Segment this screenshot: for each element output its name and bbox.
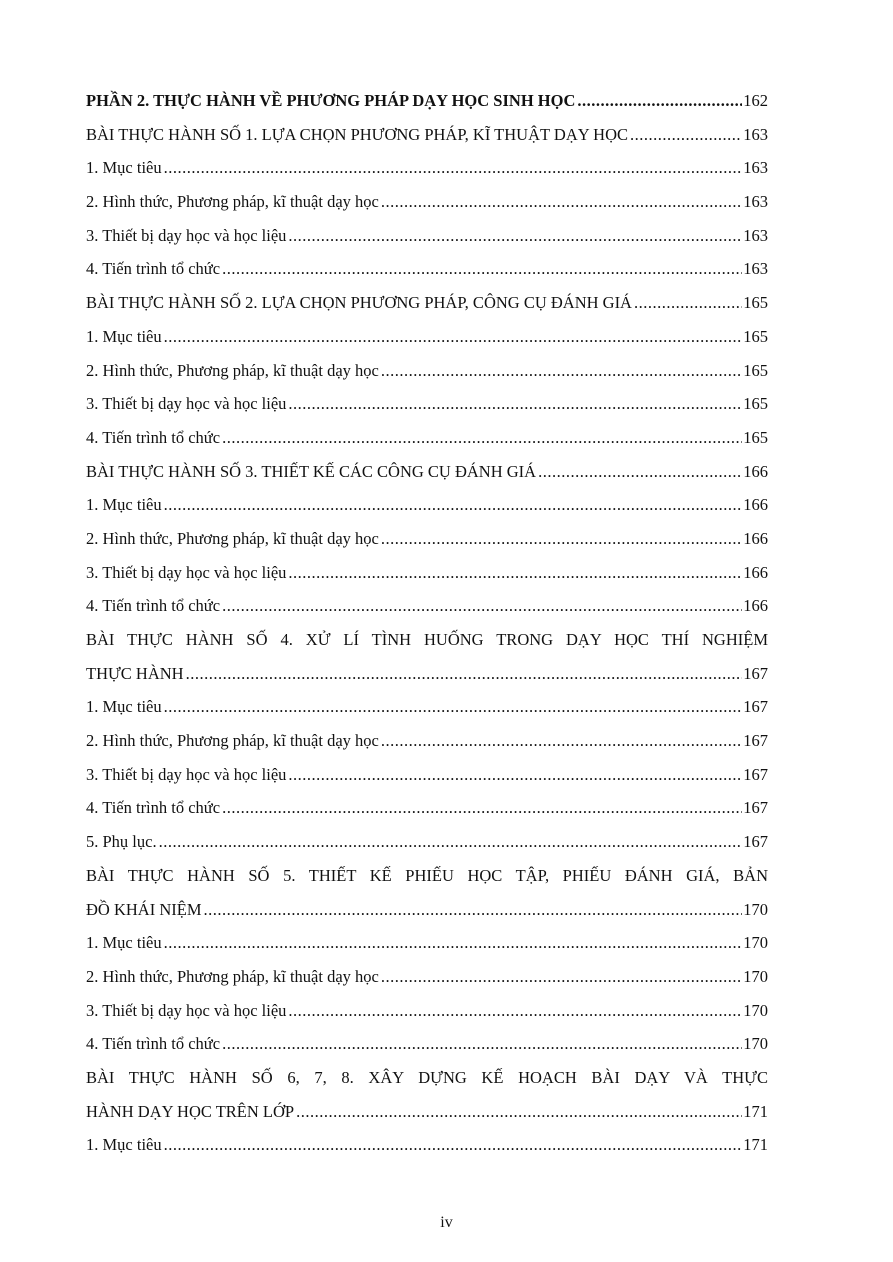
toc-entry-title: PHẦN 2. THỰC HÀNH VỀ PHƯƠNG PHÁP DẠY HỌC SINH HỌC — [86, 91, 576, 110]
toc-leader-dots — [634, 286, 742, 320]
toc-entry-page: 165 — [743, 394, 768, 414]
toc-entry-title: 3. Thiết bị dạy học và học liệu — [86, 1000, 287, 1020]
toc-leader-dots — [288, 556, 742, 590]
toc-entry[interactable] — [86, 252, 768, 286]
toc-entry-page: 165 — [743, 293, 768, 313]
toc-leader-dots — [288, 758, 742, 792]
toc-entry-page: 167 — [743, 663, 768, 683]
toc-leader-dots — [222, 589, 742, 623]
toc-entry-page: 167 — [743, 731, 768, 751]
toc-entry-page: 167 — [743, 798, 768, 818]
toc-entry-part-2[interactable] — [86, 84, 768, 118]
toc-leader-dots — [288, 994, 742, 1028]
toc-leader-dots — [222, 421, 742, 455]
toc-entry[interactable] — [86, 791, 768, 825]
toc-leader-dots — [381, 522, 742, 556]
toc-leader-dots — [164, 1128, 743, 1162]
toc-entry[interactable] — [86, 1128, 768, 1162]
toc-entry-title: 4. Tiến trình tổ chức — [86, 798, 221, 818]
toc-entry-page: 167 — [743, 832, 768, 852]
toc-entry-title: BÀI THỰC HÀNH SỐ 4. XỬ LÍ TÌNH HUỐNG TRONG DẠY HỌC THÍ NGHIỆM — [86, 630, 768, 649]
toc-entry-title: 2. Hình thức, Phương pháp, kĩ thuật dạy học — [86, 192, 379, 212]
toc-entry[interactable] — [86, 185, 768, 219]
toc-entry-title: 3. Thiết bị dạy học và học liệu — [86, 562, 287, 582]
toc-entry-page: 166 — [743, 596, 768, 616]
toc-leader-dots — [381, 185, 742, 219]
toc-entry-page: 171 — [743, 1135, 768, 1155]
toc-entry[interactable] — [86, 219, 768, 253]
toc-entry-title: THỰC HÀNH — [86, 663, 184, 683]
toc-leader-dots — [164, 488, 743, 522]
toc-entry-page: 171 — [743, 1101, 768, 1121]
toc-entry[interactable] — [86, 354, 768, 388]
toc-entry-title: 2. Hình thức, Phương pháp, kĩ thuật dạy học — [86, 966, 379, 986]
toc-entry-title: BÀI THỰC HÀNH SỐ 2. LỰA CHỌN PHƯƠNG PHÁP, CÔNG CỤ ĐÁNH GIÁ — [86, 293, 632, 313]
toc-entry-page: 163 — [743, 225, 768, 245]
toc-entry[interactable] — [86, 387, 768, 421]
toc-entry[interactable] — [86, 556, 768, 590]
toc-entry-title: 1. Mục tiêu — [86, 495, 162, 515]
toc-entry-lesson-3[interactable] — [86, 455, 768, 489]
toc-entry-title: BÀI THỰC HÀNH SỐ 3. THIẾT KẾ CÁC CÔNG CỤ ĐÁNH GIÁ — [86, 461, 537, 481]
toc-leader-dots — [164, 690, 743, 724]
toc-entry-lesson-4[interactable] — [86, 657, 768, 691]
toc-leader-dots — [159, 825, 743, 859]
toc-entry[interactable] — [86, 690, 768, 724]
toc-leader-dots — [630, 118, 742, 152]
toc-entry-title: 5. Phụ lục. — [86, 832, 157, 852]
toc-entry[interactable] — [86, 522, 768, 556]
toc-leader-dots — [296, 1095, 742, 1129]
toc-entry[interactable] — [86, 825, 768, 859]
toc-entry-page: 166 — [743, 528, 768, 548]
toc-leader-dots — [538, 455, 742, 489]
toc-leader-dots — [288, 219, 742, 253]
toc-entry-title: 2. Hình thức, Phương pháp, kĩ thuật dạy học — [86, 360, 379, 380]
toc-entry-title: 1. Mục tiêu — [86, 158, 162, 178]
toc-entry[interactable] — [86, 994, 768, 1028]
toc-entry-title: 4. Tiến trình tổ chức — [86, 596, 221, 616]
toc-entry-title: 3. Thiết bị dạy học và học liệu — [86, 394, 287, 414]
toc-entry-page: 163 — [743, 158, 768, 178]
toc-entry[interactable] — [86, 1027, 768, 1061]
toc-entry[interactable] — [86, 421, 768, 455]
toc-leader-dots — [288, 387, 742, 421]
toc-leader-dots — [164, 926, 743, 960]
toc-entry[interactable] — [86, 151, 768, 185]
toc-entry-title: 4. Tiến trình tổ chức — [86, 259, 221, 279]
toc-entry-page: 170 — [743, 966, 768, 986]
toc-entry-page: 170 — [743, 899, 768, 919]
toc-entry-page: 163 — [743, 124, 768, 144]
toc-entry-title: 3. Thiết bị dạy học và học liệu — [86, 764, 287, 784]
toc-entry-lesson-6-8[interactable] — [86, 1095, 768, 1129]
toc-leader-dots — [203, 893, 742, 927]
toc-leader-dots — [222, 791, 742, 825]
toc-entry[interactable] — [86, 724, 768, 758]
toc-entry-page: 166 — [743, 461, 768, 481]
toc-entry-title: 2. Hình thức, Phương pháp, kĩ thuật dạy học — [86, 731, 379, 751]
toc-entry-title: 3. Thiết bị dạy học và học liệu — [86, 225, 287, 245]
toc-entry-page: 166 — [743, 495, 768, 515]
toc-entry-title: ĐỒ KHÁI NIỆM — [86, 899, 202, 919]
toc-entry-page: 167 — [743, 764, 768, 784]
toc-entry-page: 162 — [743, 91, 768, 110]
toc-entry-lesson-1[interactable] — [86, 118, 768, 152]
toc-entry-title: 2. Hình thức, Phương pháp, kĩ thuật dạy học — [86, 528, 379, 548]
toc-entry-title: 1. Mục tiêu — [86, 1135, 162, 1155]
toc-leader-dots — [577, 84, 742, 118]
toc-entry-title: 4. Tiến trình tổ chức — [86, 1034, 221, 1054]
toc-entry[interactable] — [86, 926, 768, 960]
toc-entry[interactable] — [86, 320, 768, 354]
toc-entry-title: BÀI THỰC HÀNH SỐ 6, 7, 8. XÂY DỰNG KẾ HOẠCH BÀI DẠY VÀ THỰC — [86, 1067, 768, 1087]
toc-entry-title: HÀNH DẠY HỌC TRÊN LỚP — [86, 1101, 295, 1121]
toc-leader-dots — [164, 320, 743, 354]
toc-entry[interactable] — [86, 960, 768, 994]
table-of-contents — [86, 84, 768, 1162]
toc-leader-dots — [186, 657, 743, 691]
toc-entry-lesson-2[interactable] — [86, 286, 768, 320]
toc-entry[interactable] — [86, 488, 768, 522]
toc-leader-dots — [381, 724, 742, 758]
toc-entry-page: 163 — [743, 192, 768, 212]
toc-entry-page: 167 — [743, 697, 768, 717]
toc-entry-page: 170 — [743, 1034, 768, 1054]
toc-entry-title: 1. Mục tiêu — [86, 326, 162, 346]
toc-entry-lesson-6-8-line1[interactable] — [86, 1061, 768, 1095]
toc-entry-title: 1. Mục tiêu — [86, 933, 162, 953]
toc-entry-title: BÀI THỰC HÀNH SỐ 5. THIẾT KẾ PHIẾU HỌC TẬP, PHIẾU ĐÁNH GIÁ, BẢN — [86, 865, 768, 885]
toc-entry-page: 163 — [743, 259, 768, 279]
toc-entry-lesson-5[interactable] — [86, 893, 768, 927]
toc-leader-dots — [164, 151, 743, 185]
toc-entry-lesson-5-line1[interactable] — [86, 859, 768, 893]
toc-entry[interactable] — [86, 589, 768, 623]
page-number: iv — [440, 1214, 453, 1231]
toc-entry-page: 165 — [743, 360, 768, 380]
toc-entry-page: 166 — [743, 562, 768, 582]
toc-leader-dots — [222, 1027, 742, 1061]
toc-entry-lesson-4-line1[interactable] — [86, 623, 768, 657]
toc-entry-page: 170 — [743, 933, 768, 953]
toc-entry-title: 4. Tiến trình tổ chức — [86, 427, 221, 447]
toc-entry-page: 165 — [743, 326, 768, 346]
toc-entry-page: 165 — [743, 427, 768, 447]
toc-leader-dots — [381, 960, 742, 994]
toc-leader-dots — [222, 252, 742, 286]
toc-entry[interactable] — [86, 758, 768, 792]
toc-entry-page: 170 — [743, 1000, 768, 1020]
toc-leader-dots — [381, 354, 742, 388]
toc-entry-title: BÀI THỰC HÀNH SỐ 1. LỰA CHỌN PHƯƠNG PHÁP, KĨ THUẬT DẠY HỌC — [86, 124, 629, 144]
toc-entry-title: 1. Mục tiêu — [86, 697, 162, 717]
